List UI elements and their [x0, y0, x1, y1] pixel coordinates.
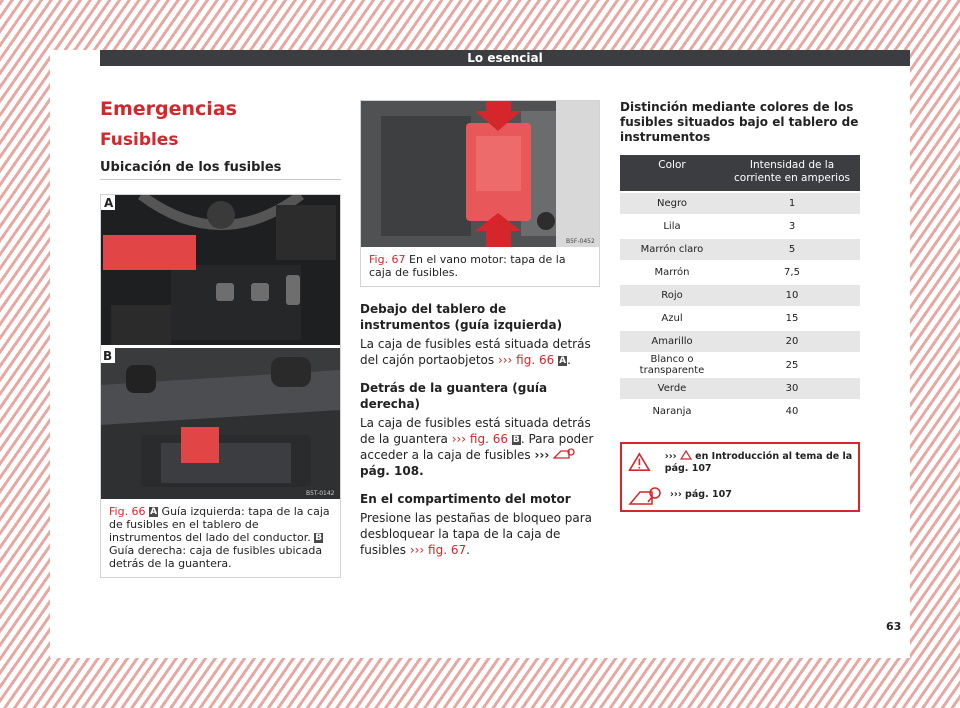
table-row [620, 308, 860, 329]
cell-color: Azul [620, 308, 724, 329]
fig-66-link-2[interactable]: ››› fig. 66 [451, 432, 508, 446]
cell-color: Blanco o transparente [620, 354, 724, 376]
key-b-icon: B [315, 533, 323, 543]
para-behind-glovebox [360, 415, 600, 479]
cell-color: Marrón claro [620, 239, 724, 260]
table-row [620, 331, 860, 352]
manual-page [50, 50, 910, 658]
key-a-icon: A [559, 356, 567, 366]
fuse-color-table [620, 153, 860, 424]
fig-67-link[interactable]: ››› fig. 67 [409, 543, 467, 557]
para-3-text: Presione las pestañas de bloqueo para desbloquear la tapa de la caja de fusibles [360, 511, 593, 557]
warning-ref-intro[interactable]: en Introducción al tema de la pág. 107 [664, 451, 853, 474]
cell-color: Lila [620, 216, 724, 237]
cell-amp: 10 [724, 285, 860, 306]
cell-amp: 25 [724, 354, 860, 376]
warning-triangle-icon [628, 450, 651, 474]
section-title: Emergencias [100, 98, 237, 120]
key-a-icon: A [150, 507, 158, 517]
table-row [620, 216, 860, 237]
table-row [620, 378, 860, 399]
subsection-title: Fusibles [100, 130, 179, 150]
page-header: Lo esencial [100, 50, 910, 66]
para-1-text: La caja de fusibles está situada detrás del cajón portaobjetos [360, 337, 591, 367]
warning-box [620, 442, 860, 512]
table-row [620, 285, 860, 306]
book-wrench-icon [553, 448, 575, 460]
figure-67-code: B5F-0452 [566, 238, 595, 245]
fig-66-link-1[interactable]: ››› fig. 66 [497, 353, 555, 367]
heading-engine-compartment: En el compartimento del motor [360, 492, 571, 506]
cell-amp: 5 [724, 239, 860, 260]
table-row [620, 262, 860, 283]
table-header-amperage: Intensidad de la corriente en amperios [724, 155, 860, 191]
figure-66-photo [101, 195, 340, 499]
table-title: Distinción mediante colores de los fusibles situados bajo el tablero de instrumentos [620, 100, 859, 144]
cell-amp: 3 [724, 216, 860, 237]
cell-color: Naranja [620, 401, 724, 422]
table-row [620, 239, 860, 260]
para-2-text: La caja de fusibles está situada detrás de la guantera [360, 416, 591, 446]
cell-color: Verde [620, 378, 724, 399]
page-ref-108[interactable]: pág. 108. [360, 464, 424, 478]
figure-66-illustration [101, 195, 340, 499]
book-wrench-icon [628, 484, 662, 508]
figure-67 [360, 100, 600, 287]
small-warning-icon [680, 450, 692, 460]
warning-arrow: ››› [664, 451, 677, 462]
see-arrow: ››› [534, 448, 550, 462]
figure-66-caption-text-2: Guía derecha: caja de fusibles ubicada detrás de la guantera. [109, 544, 323, 570]
topic-title: Ubicación de los fusibles [100, 160, 341, 180]
cell-amp: 40 [724, 401, 860, 422]
column-right [620, 100, 860, 512]
table-row [620, 401, 860, 422]
cell-color: Negro [620, 193, 724, 214]
figure-66-label-a: A [104, 196, 114, 210]
cell-amp: 7,5 [724, 262, 860, 283]
figure-66 [100, 194, 341, 578]
warning-text-1 [665, 450, 858, 475]
figure-66-caption-text-1: Guía izquierda: tapa de la caja de fusibles en el tablero de instrumentos del lado del conductor. [109, 505, 330, 544]
column-middle [360, 100, 600, 558]
table-row [620, 193, 860, 214]
cell-color: Rojo [620, 285, 724, 306]
figure-66-caption [101, 499, 340, 577]
para-2-text-b: . Para poder acceder a la caja de fusibles [360, 432, 594, 462]
figure-66-caption-label: Fig. 66 [109, 505, 146, 518]
figure-67-caption [361, 247, 599, 286]
cell-amp: 1 [724, 193, 860, 214]
warning-row-2 [628, 484, 732, 508]
para-under-dashboard [360, 336, 600, 368]
heading-under-dashboard: Debajo del tablero de instrumentos (guía izquierda) [360, 302, 563, 332]
warning-row-1 [628, 450, 858, 475]
cell-color: Marrón [620, 262, 724, 283]
cell-amp: 30 [724, 378, 860, 399]
para-engine-compartment [360, 510, 600, 558]
figure-67-photo [361, 101, 599, 247]
cell-color: Amarillo [620, 331, 724, 352]
figure-66-label-b: B [103, 349, 113, 363]
para-3-end: . [466, 543, 470, 557]
figure-67-illustration [361, 101, 599, 247]
cell-amp: 15 [724, 308, 860, 329]
figure-66-code: B5T-0142 [306, 490, 335, 497]
cell-amp: 20 [724, 331, 860, 352]
para-1-end: . [567, 353, 571, 367]
table-row [620, 354, 860, 376]
column-left [100, 98, 341, 578]
page-number: 63 [886, 620, 902, 633]
key-b-icon: B [512, 435, 520, 445]
warning-text-2[interactable]: ››› pág. 107 [670, 489, 732, 500]
table-header-color: Color [620, 155, 724, 191]
figure-67-caption-label: Fig. 67 [369, 253, 406, 266]
figure-67-caption-text: En el vano motor: tapa de la caja de fusibles. [369, 253, 566, 279]
heading-behind-glovebox: Detrás de la guantera (guía derecha) [360, 381, 548, 411]
